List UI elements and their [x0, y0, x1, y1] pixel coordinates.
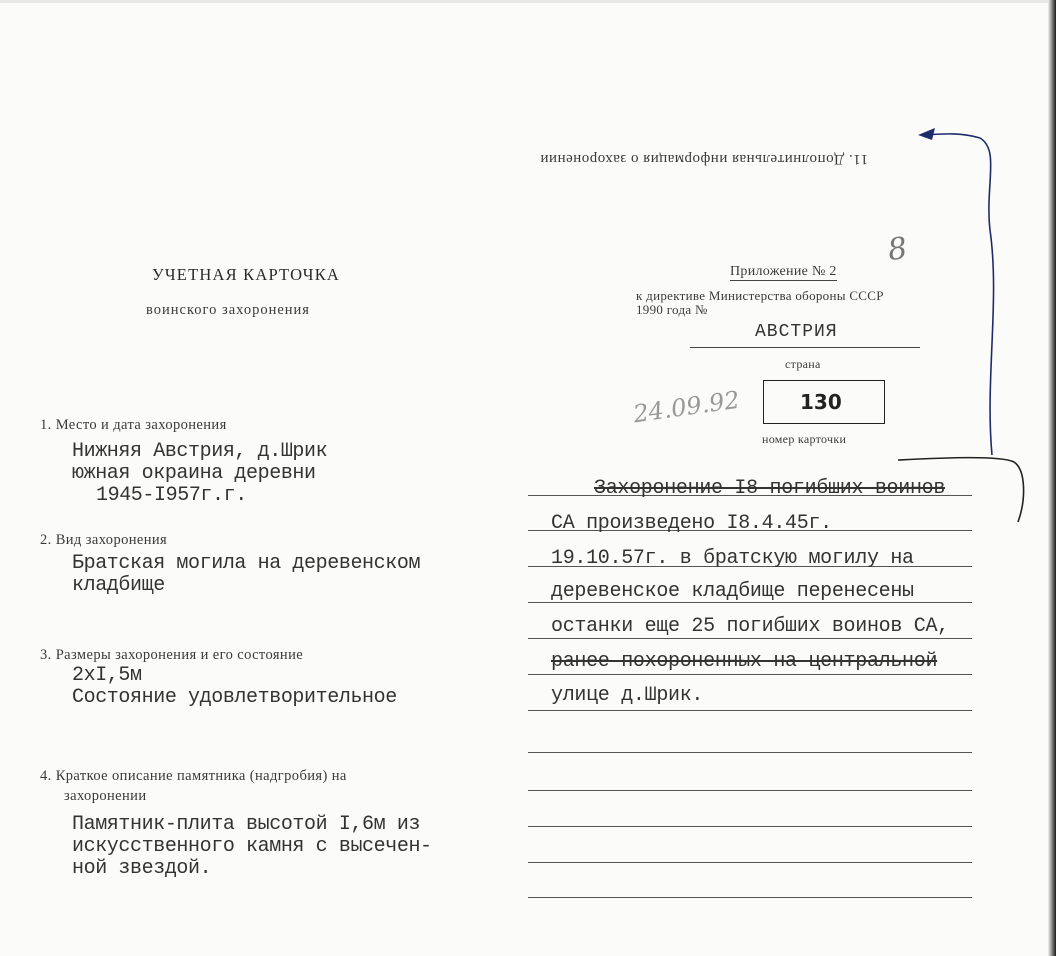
handwritten-date: 24.09.92 — [631, 385, 742, 429]
additional-info-line-6: ранее похороненных на центральной — [551, 650, 938, 673]
section-1-line-3: 1945-I957г.г. — [96, 484, 247, 507]
arrow-head — [918, 128, 935, 140]
section-2-label: 2. Вид захоронения — [40, 532, 168, 548]
appendix-label — [730, 264, 837, 280]
additional-info-line-5: останки еще 25 погибших воинов СА, — [551, 615, 949, 638]
ruled-line — [528, 752, 972, 753]
section-2-line-1: Братская могила на деревенском — [72, 552, 421, 575]
country-caption: страна — [785, 357, 821, 371]
section-3-line-1: 2хI,5м — [72, 664, 142, 687]
section-1-line-2: южная окраина деревни — [72, 462, 316, 485]
section-2-line-2: кладбище — [72, 574, 165, 597]
additional-info-line-3: 19.10.57г. в братскую могилу на — [551, 547, 914, 570]
ruled-line — [528, 826, 972, 827]
section-3-label: 3. Размеры захоронения и его состояние — [40, 647, 304, 663]
additional-info-heading-upside-down: 11. Дополнительная информация о захоронении — [540, 151, 869, 167]
section-4-line-2: искусственного камня с высечен- — [72, 835, 432, 858]
ruled-line — [528, 790, 972, 791]
directive-line-1: к директиве Министерства обороны СССР — [636, 288, 884, 303]
section-3-line-2: Состояние удовлетворительное — [72, 686, 397, 709]
directive-text — [636, 289, 884, 317]
section-1-line-1: Нижняя Австрия, д.Шрик — [72, 440, 328, 463]
directive-line-2: 1990 года № — [636, 302, 708, 317]
section-1-label: 1. Место и дата захоронения — [40, 417, 227, 433]
additional-info-line-7: улице д.Шрик. — [551, 684, 704, 707]
country-value: АВСТРИЯ — [755, 322, 838, 342]
appendix-handwritten-number: 8 — [885, 230, 910, 269]
ruled-line — [528, 638, 972, 639]
additional-info-line-2: СА произведено I8.4.45г. — [551, 512, 832, 535]
appendix-label-text: Приложение № 2 — [730, 264, 837, 279]
section-4-line-3: ной звездой. — [72, 857, 212, 880]
ruled-line — [528, 674, 972, 675]
country-underline — [690, 347, 920, 348]
card-subtitle: воинского захоронения — [146, 302, 310, 318]
additional-info-line-1: Захоронение I8 погибших воинов — [594, 477, 946, 500]
section-4-label-line-2: захоронении — [64, 788, 147, 804]
ruled-line — [528, 897, 972, 898]
card-number-caption: номер карточки — [762, 432, 847, 446]
section-4-label-line-1: 4. Краткое описание памятника (надгробия) на — [40, 768, 347, 784]
ruled-line — [528, 710, 972, 711]
additional-info-line-4: деревенское кладбище перенесены — [551, 580, 914, 603]
section-4-line-1: Памятник-плита высотой I,6м из — [72, 813, 421, 836]
card-number: 130 — [800, 390, 842, 414]
card-title: УЧЕТНАЯ КАРТОЧКА — [152, 265, 341, 284]
arrow-stroke — [922, 134, 994, 455]
ruled-line — [528, 862, 972, 863]
